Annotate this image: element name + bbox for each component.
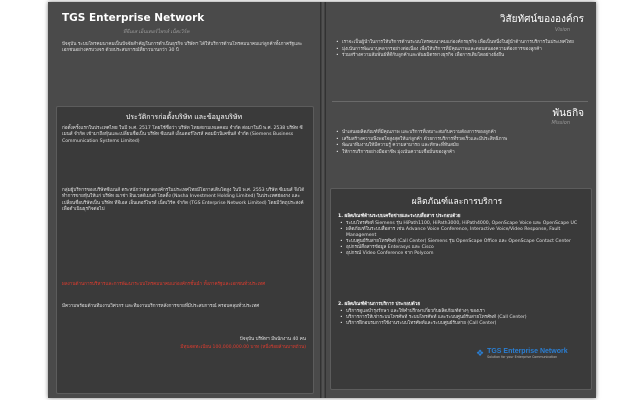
logo-name: TGS Enterprise Network (487, 348, 568, 355)
product-item: • ระบบศูนย์รับสายโทรศัพท์ (Call Center) Siemens รุ่น OpenScape Office และ OpenScape Contact Center (340, 239, 584, 245)
products-group2-title: 2. ผลิตภัณฑ์ด้านการบริการ ประกอบด้วย (338, 302, 421, 307)
highlight-text: ผลงานด้านการบริหารและการพัฒนาระบบโทรคมนาคมแก่องค์กรชั้นนำ ทั้งภาครัฐและเอกชนทั่วประเทศ (62, 282, 266, 287)
product-item: • ผลิตภัณฑ์ในระบบสื่อสาร เช่น Advance Voice Conference, Interactive Voice/Video Response, Fault Management (340, 227, 584, 239)
products-group2-list (340, 309, 584, 327)
staff-line: ปัจจุบัน บริษัทฯ มีพนักงาน 40 คน (239, 337, 306, 342)
history-text-1: ก่อตั้งครั้งแรกในประเทศไทย ในปี พ.ศ. 2517 โดยใช้ชื่อว่า บริษัท ไทยสยามเทเลคอม จำกัด ต่อมาในปี พ.ศ. 2538 บริษัท ซีเมนส์ จำกัด เข้ามาถือหุ้นและเปลี่ยนชื่อเป็น บริษัท ซีเมนส์ เอ็นเตอร์ไพรส์ คอมมิวนิเคชั่นส์ จำกัด (Siemens Business Communication Systems Limited) (62, 126, 303, 144)
products-title: ผลิตภัณฑ์และการบริการ (411, 197, 503, 207)
mission-item: • ให้การบริการอย่างมืออาชีพ มุ่งเน้นความเชื่อมั่นของลูกค้า (336, 150, 586, 157)
brochure-spread (48, 2, 596, 398)
history-text-2: กลุ่มผู้บริหารของบริษัทซีเมนส์ ตระหนักว่าตลาดองค์กรในประเทศไทยมีโอกาสเติบโตสูง ในปี พ.ศ. 2553 บริษัท ซีเมนส์ จึงได้ทำการขายหุ้นให้แก่ บริษัท ณาช่า อินเวสต์เมนต์ โฮลดิ้ง (Nasha Investment Holding Limited) ในประเทศฮ่องกง และเปลี่ยนชื่อบริษัทเป็น บริษัท ทีจีเอส เอ็นเตอร์ไพรส์ เน็ตเวิร์ค จำกัด (TGS Enterprise Network Limited) โดยมีวัตถุประสงค์เพื่อดำเนินธุรกิจต่อไป (62, 188, 305, 213)
company-subtitle: ทีจีเอส เอ็นเตอร์ไพรส์ เน็ตเวิร์ค (123, 29, 190, 35)
history-section-title: ประวัติการก่อตั้งบริษัท และข้อมูลบริษัท (125, 113, 243, 121)
history-paragraph-1 (62, 126, 306, 145)
logo-text-group (487, 348, 568, 359)
vision-divider (332, 101, 588, 102)
vision-item: • ร่วมสร้างความสัมพันธ์ที่ดีกับลูกค้าและพันธมิตรทางธุรกิจ เพื่อการเติบโตอย่างยั่งยืน (336, 53, 586, 60)
company-logo (476, 348, 568, 359)
vision-list (336, 40, 586, 60)
product-item: • อุปกรณ์ Video Conference จาก Polycom (340, 251, 584, 257)
intro-paragraph (62, 42, 308, 55)
service-item: • บริการฝึกอบรมการใช้งานระบบโทรศัพท์และระบบศูนย์รับสาย (Call Center) (340, 321, 584, 327)
mission-subtitle: Mission (551, 120, 570, 126)
highlight-paragraph (62, 282, 306, 288)
products-group1-title: 1. ผลิตภัณฑ์ด้านระบบเครือข่ายและระบบสื่อสาร ประกอบด้วย (338, 214, 461, 219)
product-item: • ระบบโทรศัพท์ Siemens รุ่น HiPath1100, HiPath3000, HiPath4000, OpenScape Voice และ OpenScape UC (340, 221, 584, 227)
vision-item: • มุ่งเน้นการพัฒนาบุคลากรอย่างต่อเนื่อง เพื่อให้บริการที่มีคุณภาพและตอบสนองความต้องการของลูกค้า (336, 47, 586, 54)
intro-text: ปัจจุบัน ระบบโทรคมนาคมเป็นปัจจัยสำคัญในการดำเนินธุรกิจ บริษัทฯ ได้ให้บริการด้านโทรคมนาคมแก่ลูกค้าทั้งภาครัฐและเอกชนอย่างครบวงจร ด้วยประสบการณ์ที่ยาวนานกว่า 30 ปี (62, 42, 303, 54)
mission-item: • นำเสนอผลิตภัณฑ์ที่มีคุณภาพ และบริการที่เหมาะสมกับความต้องการของลูกค้า (336, 130, 586, 137)
history-text-3: มีความพร้อมด้านทีมงานวิศวกร และทีมงานบริการหลังการขายที่มีประสบการณ์ ครอบคลุมทั่วประเทศ (62, 304, 260, 309)
mission-item: • เสริมสร้างความพึงพอใจสูงสุดให้แก่ลูกค้า ด้วยการบริการที่รวดเร็วและมีประสิทธิภาพ (336, 137, 586, 144)
vision-subtitle: Vision (554, 27, 570, 33)
left-panel (48, 2, 320, 398)
products-group1-list (340, 221, 584, 258)
service-item: • บริการดูแลบำรุงรักษา และให้คำปรึกษาเกี่ยวกับผลิตภัณฑ์ต่างๆ ของเรา (340, 309, 584, 315)
capital-line: มีทุนจดทะเบียน 100,000,000.00 บาท (หนึ่งร้อยล้านบาทถ้วน) (180, 345, 306, 350)
vision-title: วิสัยทัศน์ขององค์กร (499, 14, 584, 25)
history-paragraph-3 (62, 304, 306, 310)
logo-tagline: Solution for your Enterprise Communication (487, 355, 558, 359)
mission-item: • พัฒนาทีมงานให้มีความรู้ ความสามารถ และทักษะที่ทันสมัย (336, 143, 586, 150)
history-paragraph-2 (62, 188, 306, 214)
product-item: • อุปกรณ์สื่อสารข้อมูล Enterasys และ Cisco (340, 245, 584, 251)
tgs-logo-icon: ❖ (476, 348, 485, 359)
company-title: TGS Enterprise Network (62, 12, 205, 24)
mission-list (336, 130, 586, 156)
mission-title: พันธกิจ (552, 108, 584, 119)
right-panel (326, 2, 596, 398)
vision-item: • เราจะเป็นผู้นำในการให้บริการด้านระบบโทรคมนาคมแก่องค์กรธุรกิจ เพื่อเป็นหนึ่งในผู้นำด้านการบริการในประเทศไทย (336, 40, 586, 47)
service-item: • บริการการให้เช่าระบบโทรศัพท์ ระบบโทรศัพท์ และระบบศูนย์รับสายโทรศัพท์ (Call Center) (340, 315, 584, 321)
